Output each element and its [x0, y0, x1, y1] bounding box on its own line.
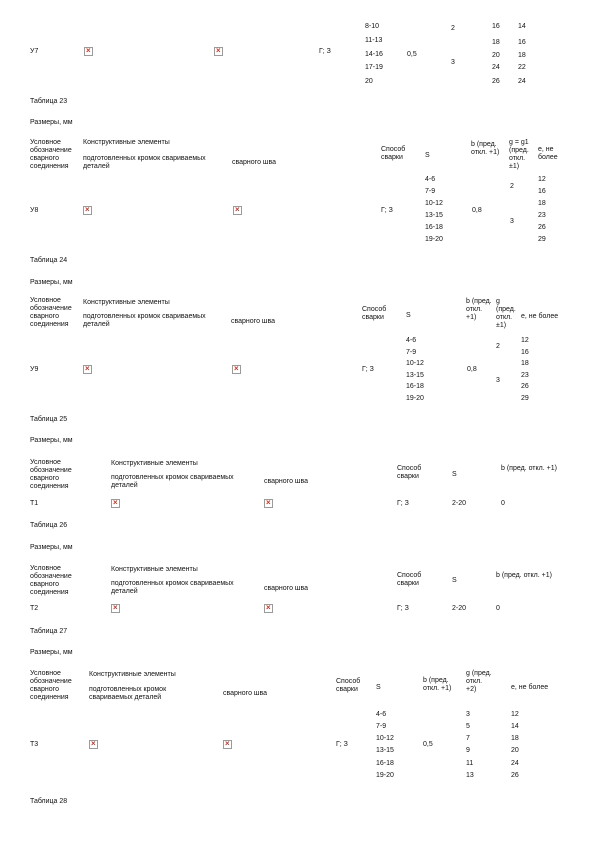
column-header-b: b (пред. откл. +1) [471, 141, 500, 157]
column-header-prepared: подготовленных кромок свариваемых деталей [83, 155, 206, 171]
column-header-b: b (пред. откл. +1) [423, 677, 452, 693]
column-header-e: e, не более [538, 146, 558, 162]
broken-image-icon [264, 499, 273, 508]
column-header-elements: Конструктивные элементы [111, 460, 198, 467]
g-cell: 2 [510, 183, 514, 190]
s-cell: 13-15 [425, 212, 443, 219]
table-title: Таблица 27 [30, 628, 68, 635]
table-row-method: Г; З [336, 741, 348, 748]
table-row-code: У9 [30, 366, 39, 373]
s-cell: 16-18 [406, 383, 424, 390]
table-row-b: 0 [501, 500, 505, 507]
column-header-weld: сварного шва [223, 690, 268, 697]
g-cell: 3 [496, 377, 500, 384]
column-header-weld: сварного шва [231, 318, 276, 325]
table-title: Таблица 26 [30, 522, 68, 529]
column-header-prepared: подготовленных кромок свариваемых деталей [111, 474, 234, 490]
e-cell: 24 [511, 760, 519, 767]
e-cell: 16 [538, 188, 546, 195]
g-cell: 9 [466, 747, 470, 754]
table-row-method: Г; З [381, 207, 393, 214]
units-label: Размеры, мм [30, 279, 73, 286]
s-cell: 10-12 [425, 200, 443, 207]
column-header-method: Способ сварки [336, 678, 361, 694]
table-row-b: 0,5 [423, 741, 433, 748]
table-row-s: 2-20 [452, 605, 467, 612]
s-cell: 4-6 [425, 176, 436, 183]
g-cell: 2 [451, 25, 455, 32]
column-header-b: b (пред. откл. +1) [466, 298, 492, 322]
e-cell: 20 [511, 747, 519, 754]
column-header-designation: Условное обозначение сварного соединения [30, 297, 72, 329]
column-header-weld: сварного шва [264, 478, 309, 485]
s-cell: 7-9 [406, 349, 417, 356]
broken-image-icon [83, 206, 92, 215]
s-cell: 7-9 [425, 188, 436, 195]
broken-image-icon [223, 740, 232, 749]
e-cell: 18 [521, 360, 529, 367]
value-cell: 18 [492, 39, 500, 46]
value-cell: 24 [492, 64, 500, 71]
table-row-code: У8 [30, 207, 39, 214]
table-row-method: Г; З [397, 500, 409, 507]
table-row-b: 0,8 [472, 207, 482, 214]
column-header-s: S [452, 577, 457, 584]
g-cell: 5 [466, 723, 470, 730]
table-row-code: У7 [30, 48, 39, 55]
column-header-designation: Условное обозначение сварного соединения [30, 459, 72, 491]
e-cell: 18 [511, 735, 519, 742]
s-cell: 13-15 [376, 747, 394, 754]
g-cell: 11 [466, 760, 474, 767]
s-cell: 4-6 [406, 337, 417, 344]
e-cell: 23 [538, 212, 546, 219]
value-cell: 18 [518, 52, 526, 59]
s-cell: 8-10 [365, 23, 380, 30]
value-cell: 14 [518, 23, 526, 30]
units-label: Размеры, мм [30, 437, 73, 444]
e-cell: 16 [521, 349, 529, 356]
broken-image-icon [214, 47, 223, 56]
s-cell: 19-20 [406, 395, 424, 402]
e-cell: 26 [521, 383, 529, 390]
table-row-code: Т1 [30, 500, 39, 507]
table-row-b: 0 [496, 605, 500, 612]
g-cell: 3 [510, 218, 514, 225]
column-header-weld: сварного шва [264, 585, 309, 592]
s-cell: 14-16 [365, 51, 383, 58]
e-cell: 18 [538, 200, 546, 207]
s-cell: 16-18 [425, 224, 443, 231]
s-cell: 20 [365, 78, 373, 85]
broken-image-icon [233, 206, 242, 215]
column-header-designation: Условное обозначение сварного соединения [30, 670, 72, 702]
g-cell: 3 [451, 59, 455, 66]
column-header-s: S [425, 152, 430, 159]
broken-image-icon [111, 499, 120, 508]
table-row-b: 0,8 [467, 366, 477, 373]
broken-image-icon [83, 365, 92, 374]
s-cell: 10-12 [406, 360, 424, 367]
column-header-prepared: подготовленных кромок свариваемых деталей [111, 580, 234, 596]
broken-image-icon [232, 365, 241, 374]
column-header-designation: Условное обозначение сварного соединения [30, 139, 72, 171]
table-row-code: Т2 [30, 605, 39, 612]
column-header-prepared: подготовленных кромок свариваемых деталей [83, 313, 206, 329]
table-row-method: Г; З [397, 605, 409, 612]
value-cell: 16 [518, 39, 526, 46]
g-cell: 3 [466, 711, 470, 718]
column-header-b: b (пред. откл. +1) [496, 572, 552, 579]
broken-image-icon [264, 604, 273, 613]
table-row-method: Г; З [319, 48, 331, 55]
g-cell: 2 [496, 343, 500, 350]
value-cell: 20 [492, 52, 500, 59]
e-cell: 23 [521, 372, 529, 379]
value-cell: 26 [492, 78, 500, 85]
s-cell: 13-15 [406, 372, 424, 379]
e-cell: 26 [511, 772, 519, 779]
column-header-e: e, не более [521, 313, 559, 320]
table-row-method: Г; З [362, 366, 374, 373]
column-header-weld: сварного шва [232, 159, 277, 166]
table-title: Таблица 23 [30, 98, 68, 105]
value-cell: 22 [518, 64, 526, 71]
column-header-g: g = g1 (пред. откл. ±1) [509, 139, 529, 171]
broken-image-icon [111, 604, 120, 613]
column-header-g: g (пред. откл. +2) [466, 670, 492, 694]
s-cell: 19-20 [376, 772, 394, 779]
table-row-b: 0,5 [407, 51, 417, 58]
column-header-designation: Условное обозначение сварного соединения [30, 565, 72, 597]
e-cell: 12 [538, 176, 546, 183]
column-header-elements: Конструктивные элементы [89, 671, 176, 678]
s-cell: 7-9 [376, 723, 387, 730]
column-header-e: e, не более [511, 684, 549, 691]
column-header-g: g (пред. откл. ±1) [496, 298, 516, 330]
units-label: Размеры, мм [30, 119, 73, 126]
e-cell: 29 [521, 395, 529, 402]
column-header-s: S [406, 312, 411, 319]
units-label: Размеры, мм [30, 544, 73, 551]
column-header-s: S [376, 684, 381, 691]
column-header-method: Способ сварки [397, 572, 422, 588]
s-cell: 19-20 [425, 236, 443, 243]
e-cell: 14 [511, 723, 519, 730]
value-cell: 16 [492, 23, 500, 30]
e-cell: 26 [538, 224, 546, 231]
broken-image-icon [89, 740, 98, 749]
broken-image-icon [84, 47, 93, 56]
table-row-s: 2-20 [452, 500, 467, 507]
column-header-method: Способ сварки [397, 465, 422, 481]
value-cell: 24 [518, 78, 526, 85]
g-cell: 13 [466, 772, 474, 779]
e-cell: 29 [538, 236, 546, 243]
column-header-elements: Конструктивные элементы [83, 139, 170, 146]
column-header-method: Способ сварки [362, 306, 387, 322]
s-cell: 17-19 [365, 64, 383, 71]
column-header-s: S [452, 471, 457, 478]
table-row-code: Т3 [30, 741, 39, 748]
column-header-prepared: подготовленных кромок свариваемых деталей [89, 686, 167, 702]
table-title: Таблица 28 [30, 798, 68, 805]
column-header-elements: Конструктивные элементы [83, 299, 170, 306]
s-cell: 16-18 [376, 760, 394, 767]
g-cell: 7 [466, 735, 470, 742]
column-header-b: b (пред. откл. +1) [501, 465, 557, 472]
units-label: Размеры, мм [30, 649, 73, 656]
e-cell: 12 [521, 337, 529, 344]
s-cell: 11-13 [365, 37, 383, 44]
column-header-elements: Конструктивные элементы [111, 566, 198, 573]
table-title: Таблица 24 [30, 257, 68, 264]
s-cell: 10-12 [376, 735, 394, 742]
table-title: Таблица 25 [30, 416, 68, 423]
s-cell: 4-6 [376, 711, 387, 718]
column-header-method: Способ сварки [381, 146, 406, 162]
e-cell: 12 [511, 711, 519, 718]
